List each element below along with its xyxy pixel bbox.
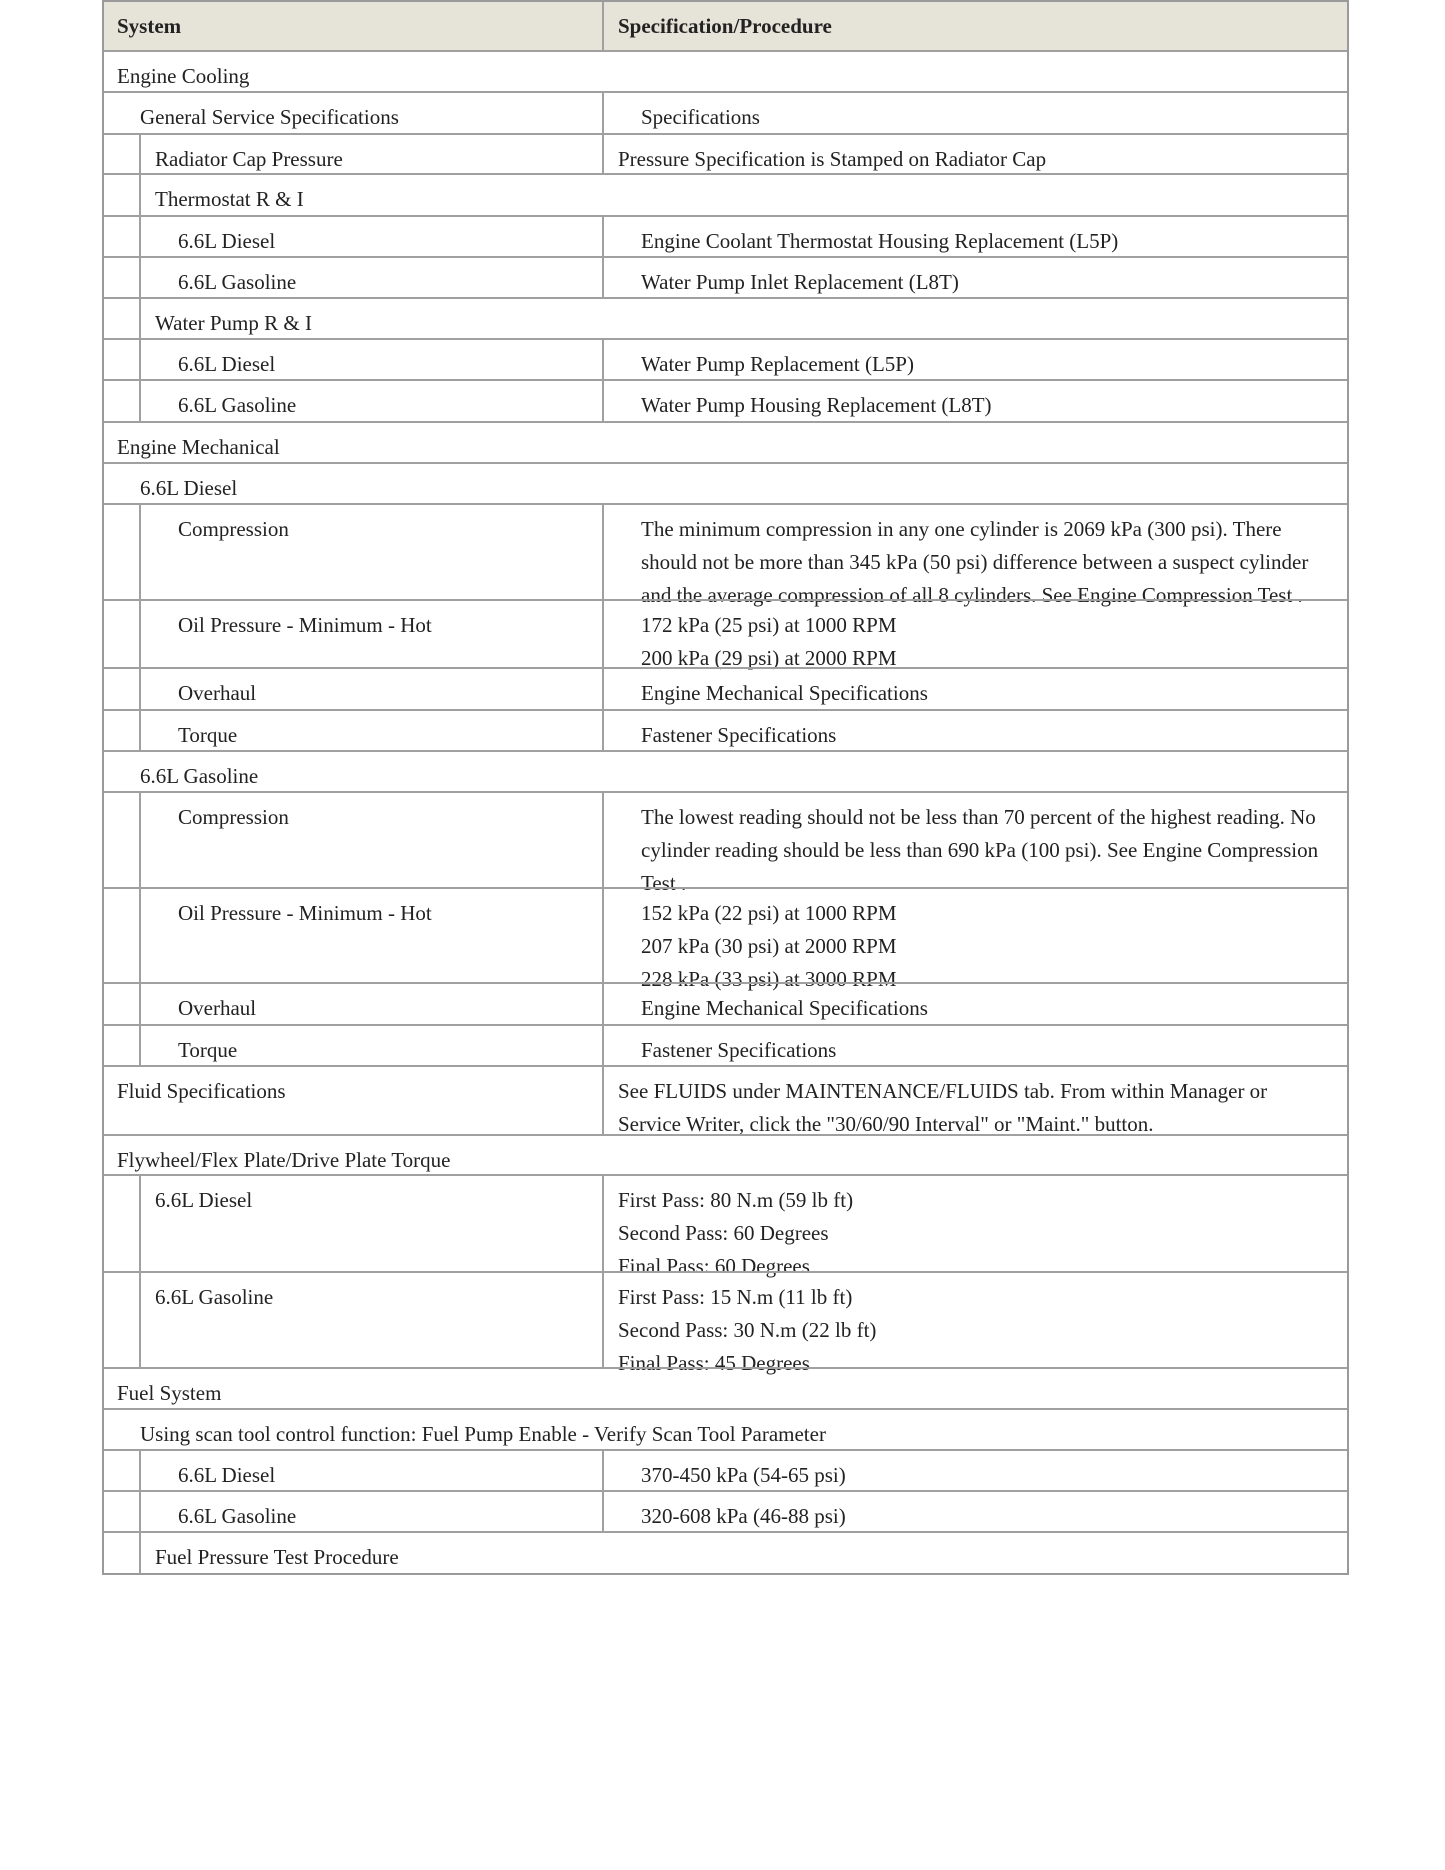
spec-cell — [602, 505, 1347, 607]
system-cell: General Service Specifications — [140, 105, 399, 129]
system-cell: Compression — [178, 517, 289, 541]
spec-line: Final Pass: 45 Degrees — [618, 1351, 810, 1375]
table-row — [104, 173, 1347, 215]
system-cell: Oil Pressure - Minimum - Hot — [178, 901, 432, 925]
spec-line: and the average compression of all 8 cylinders. See Engine Compression Test . — [641, 583, 1303, 607]
table-row — [104, 215, 1347, 256]
spec-cell — [602, 601, 1347, 670]
spec-line: Final Pass: 60 Degrees — [618, 1254, 810, 1278]
spec-line: 172 kPa (25 psi) at 1000 RPM — [641, 613, 897, 637]
table-row — [104, 1490, 1347, 1531]
spec-cell: Engine Coolant Thermostat Housing Replacement (L5P) — [602, 217, 1347, 256]
system-cell: 6.6L Gasoline — [178, 393, 297, 417]
spec-cell: Fastener Specifications — [602, 711, 1347, 750]
table-row — [104, 750, 1347, 791]
spec-cell — [602, 1176, 1347, 1278]
spec-cell: 320-608 kPa (46-88 psi) — [602, 1492, 1347, 1531]
table-row — [104, 297, 1347, 338]
spec-cell: Water Pump Inlet Replacement (L8T) — [602, 258, 1347, 297]
system-cell: Engine Mechanical — [117, 435, 280, 459]
system-cell: 6.6L Gasoline — [140, 764, 259, 788]
spec-line: 207 kPa (30 psi) at 2000 RPM — [641, 934, 897, 958]
spec-table — [102, 0, 1349, 1575]
spec-line: The lowest reading should not be less than 70 percent of the highest reading. No — [641, 805, 1316, 829]
table-row — [104, 1531, 1347, 1573]
table-body — [104, 50, 1347, 1573]
system-cell: Overhaul — [178, 996, 257, 1020]
spec-line: cylinder reading should be less than 690 kPa (100 psi). See Engine Compression — [641, 838, 1319, 862]
spec-line: should not be more than 345 kPa (50 psi) difference between a suspect cylinder — [641, 550, 1309, 574]
spec-cell: Engine Mechanical Specifications — [602, 669, 1347, 709]
spec-cell: Specifications — [602, 93, 1347, 133]
table-row — [104, 379, 1347, 421]
system-cell: Fuel System — [117, 1381, 222, 1405]
spec-line: 200 kPa (29 psi) at 2000 RPM — [641, 646, 897, 670]
system-cell: Using scan tool control function: Fuel Pump Enable - Verify Scan Tool Parameter — [140, 1422, 826, 1446]
spec-cell: Fastener Specifications — [602, 1026, 1347, 1065]
spec-cell: Pressure Specification is Stamped on Radiator Cap — [602, 135, 1347, 173]
spec-line: First Pass: 80 N.m (59 lb ft) — [618, 1188, 854, 1212]
table-row — [104, 1271, 1347, 1375]
system-cell: Engine Cooling — [117, 64, 250, 88]
table-row — [104, 667, 1347, 709]
spec-line: 228 kPa (33 psi) at 3000 RPM — [641, 967, 897, 991]
system-cell: Torque — [178, 1038, 238, 1062]
system-cell: 6.6L Diesel — [155, 1188, 253, 1212]
header-spec: Specification/Procedure — [602, 2, 1347, 50]
system-cell: Overhaul — [178, 681, 257, 705]
table-row — [104, 599, 1347, 670]
spec-cell: Engine Mechanical Specifications — [602, 984, 1347, 1024]
table-row — [104, 421, 1347, 462]
spec-cell — [602, 793, 1347, 895]
system-cell: Compression — [178, 805, 289, 829]
table-row — [104, 1134, 1347, 1174]
table-row — [104, 91, 1347, 133]
spec-line: 152 kPa (22 psi) at 1000 RPM — [641, 901, 897, 925]
spec-cell: Water Pump Replacement (L5P) — [602, 340, 1347, 379]
spec-cell: Water Pump Housing Replacement (L8T) — [602, 381, 1347, 421]
spec-line: See FLUIDS under MAINTENANCE/FLUIDS tab. From within Manager or — [618, 1079, 1268, 1103]
spec-cell — [602, 1067, 1347, 1134]
system-cell: 6.6L Gasoline — [178, 1504, 297, 1528]
spec-cell — [602, 1273, 1347, 1375]
spec-line: Service Writer, click the "30/60/90 Interval" or "Maint." button. — [618, 1112, 1154, 1136]
table-row — [104, 982, 1347, 1024]
system-cell: Oil Pressure - Minimum - Hot — [178, 613, 432, 637]
system-cell: Flywheel/Flex Plate/Drive Plate Torque — [117, 1148, 451, 1172]
table-row — [104, 1174, 1347, 1278]
table-row — [104, 133, 1347, 173]
table-row — [104, 338, 1347, 379]
system-cell: 6.6L Diesel — [178, 1463, 276, 1487]
system-cell: Fluid Specifications — [117, 1079, 286, 1103]
table-row — [104, 709, 1347, 750]
spec-line: Test . — [641, 871, 687, 895]
system-cell: Radiator Cap Pressure — [155, 147, 343, 171]
header-system: System — [117, 14, 182, 38]
table-row — [104, 791, 1347, 895]
table-row — [104, 887, 1347, 991]
table-header-row — [104, 0, 1347, 50]
table-row — [104, 50, 1347, 91]
system-cell: 6.6L Gasoline — [155, 1285, 274, 1309]
spec-line: Second Pass: 60 Degrees — [618, 1221, 829, 1245]
table-row — [104, 1449, 1347, 1490]
system-cell: 6.6L Diesel — [140, 476, 238, 500]
system-cell: Fuel Pressure Test Procedure — [155, 1545, 399, 1569]
system-cell: 6.6L Gasoline — [178, 270, 297, 294]
table-row — [104, 1367, 1347, 1408]
system-cell: Torque — [178, 723, 238, 747]
spec-cell — [602, 889, 1347, 991]
system-cell: Water Pump R & I — [155, 311, 312, 335]
spec-line: Second Pass: 30 N.m (22 lb ft) — [618, 1318, 877, 1342]
spec-line: First Pass: 15 N.m (11 lb ft) — [618, 1285, 853, 1309]
table-row — [104, 256, 1347, 297]
table-row — [104, 1408, 1347, 1449]
table-row — [104, 1024, 1347, 1065]
spec-cell: 370-450 kPa (54-65 psi) — [602, 1451, 1347, 1490]
system-cell: 6.6L Diesel — [178, 229, 276, 253]
table-row — [104, 1065, 1347, 1134]
table-row — [104, 503, 1347, 607]
table-row — [104, 462, 1347, 503]
system-cell: 6.6L Diesel — [178, 352, 276, 376]
spec-line: The minimum compression in any one cylinder is 2069 kPa (300 psi). There — [641, 517, 1282, 541]
system-cell: Thermostat R & I — [155, 187, 304, 211]
